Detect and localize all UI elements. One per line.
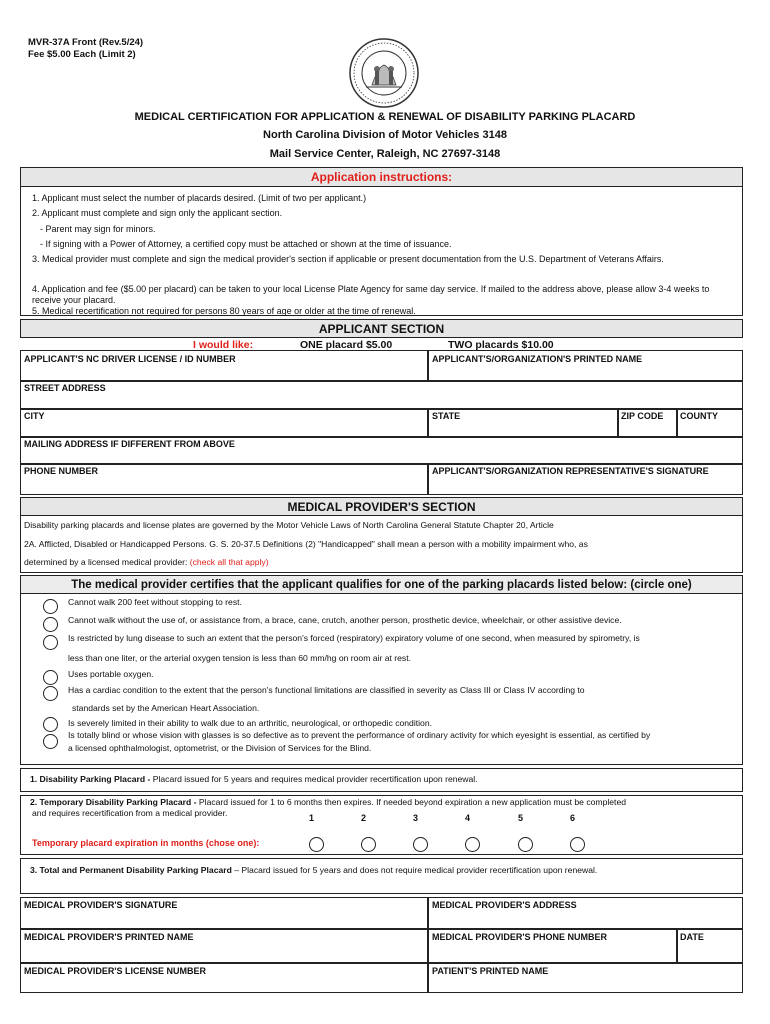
provider-para-3 [24,557,269,568]
placard-type-1-title: 1. Disability Parking Placard - [30,774,153,784]
divider [20,962,743,964]
two-placards-option[interactable]: TWO placards $10.00 [448,339,554,351]
instruction-1: 1. Applicant must select the number of placards desired. (Limit of two per applicant.) [32,193,367,203]
county-field[interactable]: COUNTY [680,411,718,421]
month-label-5: 5 [518,813,524,823]
one-placard-option[interactable]: ONE placard $5.00 [300,339,393,351]
street-address-field[interactable]: STREET ADDRESS [24,383,106,393]
provider-para-3-text: determined by a licensed medical provider: [24,557,188,567]
condition-radio[interactable] [43,617,58,632]
provider-phone-field[interactable]: MEDICAL PROVIDER'S PHONE NUMBER [432,932,607,942]
instruction-2b: - If signing with a Power of Attorney, a certified copy must be attached or shown at the time of issuance. [40,239,452,249]
applicant-signature-field[interactable]: APPLICANT'S/ORGANIZATION REPRESENTATIVE'S SIGNATURE [432,466,709,476]
placard-type-1 [30,774,478,785]
zip-code-field[interactable]: ZIP CODE [621,411,664,421]
placard-type-3-box[interactable] [20,858,743,894]
divider [676,408,678,437]
condition-3: Is restricted by lung disease to such an extent that the person's forced (respiratory) expiratory volume of one second, when measured by spirometry, is [68,633,640,643]
months-label: Temporary placard expiration in months (chose one): [32,838,260,848]
check-all-note: (check all that apply) [189,557,269,567]
condition-6: Is severely limited in their ability to walk due to an arthritic, neurological, or orthopedic condition. [68,718,432,728]
provider-license-field[interactable]: MEDICAL PROVIDER'S LICENSE NUMBER [24,966,206,976]
month-radio-1[interactable] [309,837,324,852]
address-line: Mail Service Center, Raleigh, NC 27697-3148 [269,148,501,160]
condition-7-cont: a licensed ophthalmologist, optometrist, or the Division of Services for the Blind. [68,743,372,753]
provider-section-heading: MEDICAL PROVIDER'S SECTION [20,497,743,516]
divider [20,436,743,438]
divider [427,350,429,381]
divider [427,463,429,495]
agency-line: North Carolina Division of Motor Vehicles 3148 [263,129,507,141]
condition-3-cont: less than one liter, or the arterial oxygen tension is less than 60 mm/hg on room air at rest. [68,653,411,663]
provider-fields-box [20,897,743,993]
condition-radio[interactable] [43,670,58,685]
month-radio-2[interactable] [361,837,376,852]
instruction-4: 4. Application and fee ($5.00 per placard) can be taken to your local License Plate Agency for same day service. If mailed to the address above, please allow 3-4 weeks to receive your placard. [32,284,710,305]
phone-number-field[interactable]: PHONE NUMBER [24,466,99,476]
divider [20,928,743,930]
condition-radio[interactable] [43,686,58,701]
form-code: MVR-37A Front (Rev.5/24) [28,37,144,48]
month-label-3: 3 [413,813,419,823]
instructions-heading: Application instructions: [20,167,743,187]
provider-para-2: 2A. Afflicted, Disabled or Handicapped Persons. G. S. 20-37.5 Definitions (2) "Handicapped" shall mean a person with a mobility impairment who, as [24,539,588,549]
divider [427,897,429,993]
instruction-2a: - Parent may sign for minors. [40,224,156,234]
provider-para-1: Disability parking placards and license plates are governed by the Motor Vehicle Laws of North Carolina General Statute Chapter 20, Article [24,520,554,530]
placard-type-2-title: 2. Temporary Disability Parking Placard - [30,797,199,807]
instruction-3: 3. Medical provider must complete and sign the medical provider's section if applicable or present documentation from the U.S. Department of Veterans Affairs. [32,254,664,264]
month-label-6: 6 [570,813,576,823]
mailing-address-field[interactable]: MAILING ADDRESS IF DIFFERENT FROM ABOVE [24,439,235,449]
condition-1: Cannot walk 200 feet without stopping to rest. [68,597,242,607]
condition-4: Uses portable oxygen. [68,669,154,679]
patient-name-field[interactable]: PATIENT'S PRINTED NAME [432,966,549,976]
placard-type-3-title: 3. Total and Permanent Disability Parking Placard [30,865,232,875]
condition-radio[interactable] [43,734,58,749]
would-like-label: I would like: [193,339,254,351]
provider-printed-name-field[interactable]: MEDICAL PROVIDER'S PRINTED NAME [24,932,194,942]
divider [617,408,619,437]
form-title: MEDICAL CERTIFICATION FOR APPLICATION & RENEWAL OF DISABILITY PARKING PLACARD [134,111,636,123]
placard-type-2-text: Placard issued for 1 to 6 months then expires. If needed beyond expiration a new application must be completed [198,797,627,807]
license-id-field[interactable]: APPLICANT'S NC DRIVER LICENSE / ID NUMBER [24,354,236,364]
month-radio-5[interactable] [518,837,533,852]
month-label-4: 4 [465,813,471,823]
applicant-name-field[interactable]: APPLICANT'S/ORGANIZATION'S PRINTED NAME [432,354,643,364]
placard-type-3 [30,865,597,876]
condition-2: Cannot walk without the use of, or assistance from, a brace, cane, crutch, another person, prosthetic device, wheelchair, or other assistive device. [68,615,622,625]
month-radio-4[interactable] [465,837,480,852]
placard-type-2-cont: and requires recertification from a medical provider. [32,808,228,818]
divider [427,408,429,437]
state-seal-icon [348,37,420,109]
condition-radio[interactable] [43,717,58,732]
divider [20,463,743,465]
placard-type-1-text: Placard issued for 5 years and requires medical provider recertification upon renewal. [152,774,478,784]
month-label-2: 2 [361,813,367,823]
divider [20,380,743,382]
city-field[interactable]: CITY [24,411,45,421]
condition-5: Has a cardiac condition to the extent that the person's functional limitations are classified in severity as Class III or Class IV according to [68,685,585,695]
condition-7: Is totally blind or whose vision with glasses is so defective as to prevent the performance of ordinary activity for which eyesight is essential, as certified by [68,730,651,740]
condition-5-cont: standards set by the American Heart Association. [72,703,260,713]
provider-address-field[interactable]: MEDICAL PROVIDER'S ADDRESS [432,900,577,910]
instruction-2: 2. Applicant must complete and sign only the applicant section. [32,208,283,218]
month-radio-3[interactable] [413,837,428,852]
month-label-1: 1 [309,813,315,823]
condition-radio[interactable] [43,599,58,614]
instruction-5: 5. Medical recertification not required for persons 80 years of age or older at the time of renewal. [32,306,416,316]
certification-heading: The medical provider certifies that the applicant qualifies for one of the parking placards listed below: (circle one) [20,575,743,594]
state-field[interactable]: STATE [432,411,461,421]
placard-type-2 [30,797,735,808]
applicant-section-heading: APPLICANT SECTION [20,319,743,338]
provider-signature-field[interactable]: MEDICAL PROVIDER'S SIGNATURE [24,900,178,910]
divider [676,928,678,963]
month-radio-6[interactable] [570,837,585,852]
condition-radio[interactable] [43,635,58,650]
date-field[interactable]: DATE [680,932,704,942]
form-fee: Fee $5.00 Each (Limit 2) [28,49,136,60]
placard-type-3-text: – Placard issued for 5 years and does not require medical provider recertification upon renewal. [231,865,598,875]
divider [20,408,743,410]
